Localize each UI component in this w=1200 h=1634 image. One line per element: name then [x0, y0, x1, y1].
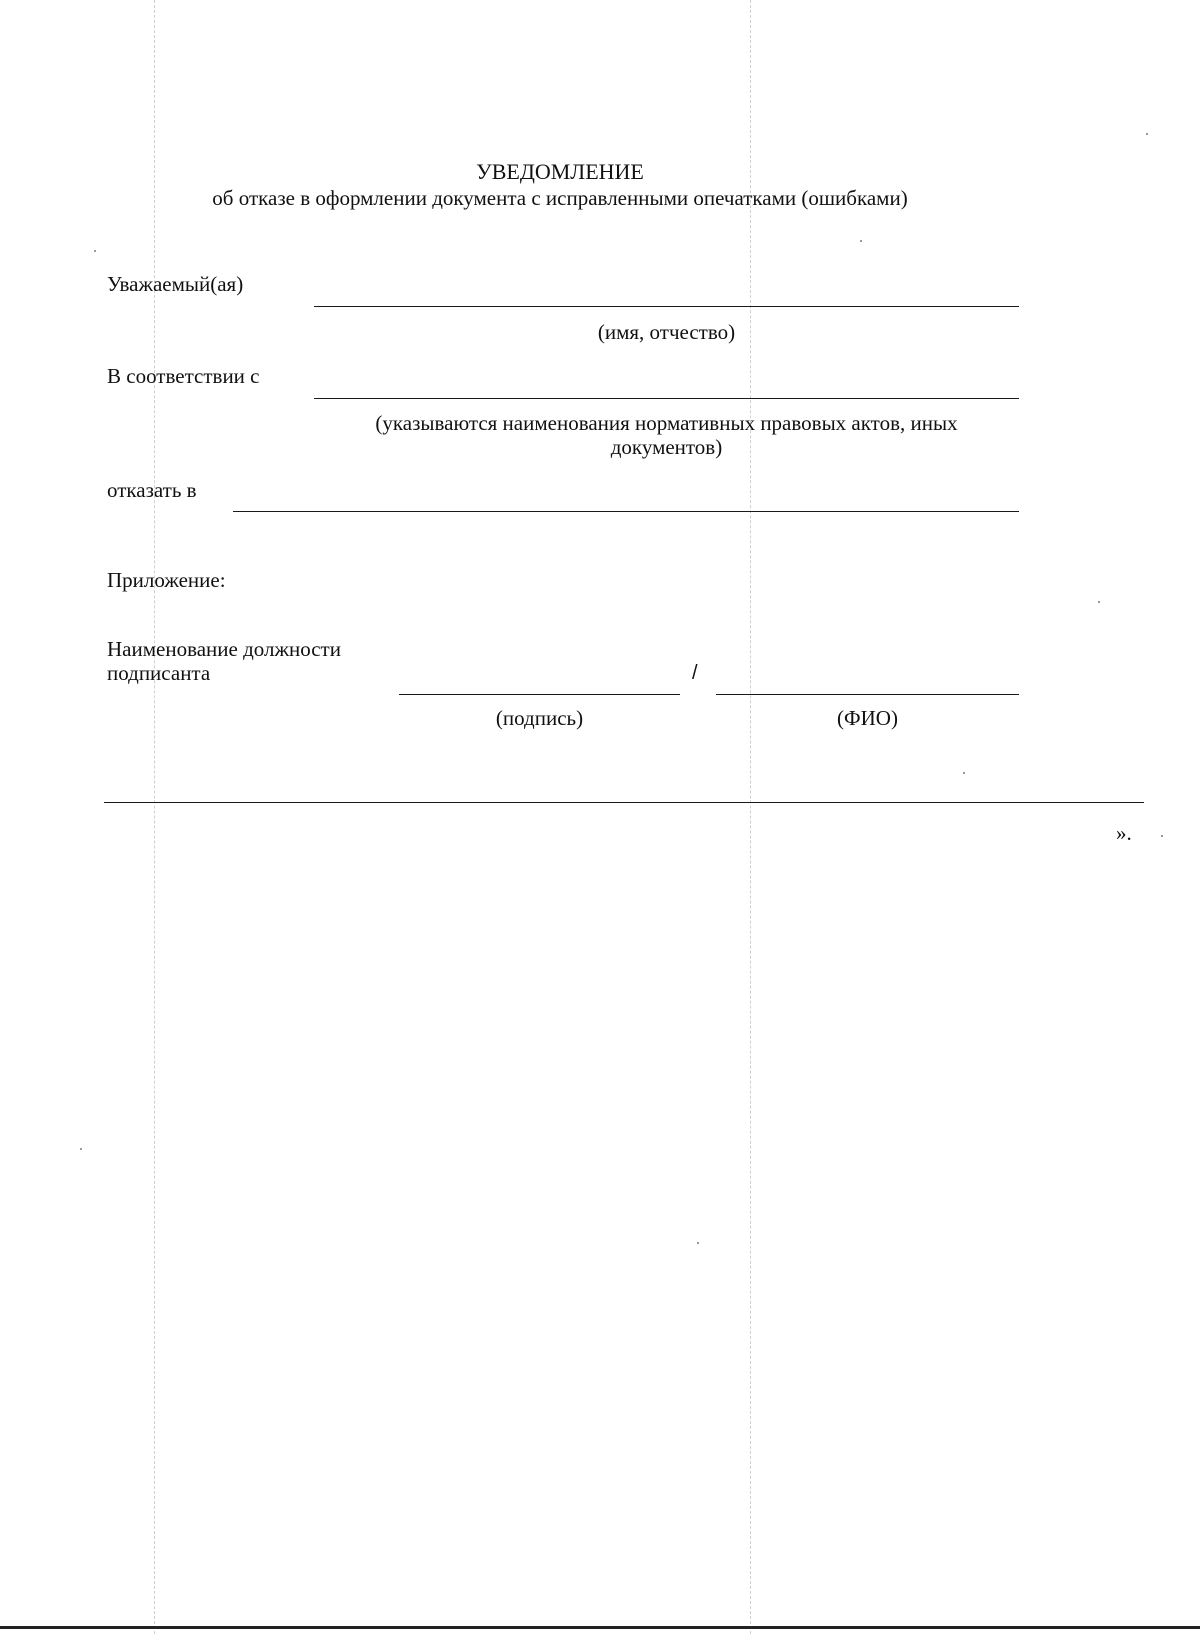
fio-caption: (ФИО) — [837, 706, 898, 730]
signer-label-line2: подписанта — [107, 661, 211, 685]
basis-caption-line2: документов) — [610, 435, 723, 459]
scan-speck — [697, 1242, 699, 1244]
scan-speck — [80, 1148, 82, 1150]
footer-mark: ». — [1116, 821, 1132, 845]
document-title: УВЕДОМЛЕНИЕ — [476, 159, 644, 184]
fio-line[interactable] — [716, 694, 1019, 695]
scan-artifact-left — [154, 0, 155, 1634]
document-subtitle: об отказе в оформлении документа с исправленными опечатками (ошибками) — [212, 186, 908, 210]
refuse-label: отказать в — [107, 478, 197, 502]
basis-label: В соответствии с — [107, 364, 260, 388]
scan-artifact-middle — [750, 0, 751, 1634]
refuse-line[interactable] — [233, 511, 1019, 512]
addressee-caption: (имя, отчество) — [597, 320, 736, 344]
scan-speck — [963, 772, 965, 774]
addressee-line[interactable] — [314, 306, 1019, 307]
scan-bottom-edge — [0, 1626, 1200, 1629]
scan-speck — [94, 250, 96, 252]
scan-speck — [860, 240, 862, 242]
signature-separator-slash: / — [692, 662, 698, 684]
basis-line[interactable] — [314, 398, 1019, 399]
scan-speck — [1146, 133, 1148, 135]
basis-caption-line1: (указываются наименования нормативных правовых актов, иных — [375, 411, 958, 435]
signature-caption: (подпись) — [495, 706, 584, 730]
attachment-label: Приложение: — [107, 568, 226, 592]
signature-line[interactable] — [399, 694, 680, 695]
scan-speck — [1098, 601, 1100, 603]
section-divider — [104, 802, 1144, 803]
scan-speck — [1161, 835, 1163, 837]
signer-label-line1: Наименование должности — [107, 637, 341, 661]
addressee-label: Уважаемый(ая) — [107, 272, 244, 296]
